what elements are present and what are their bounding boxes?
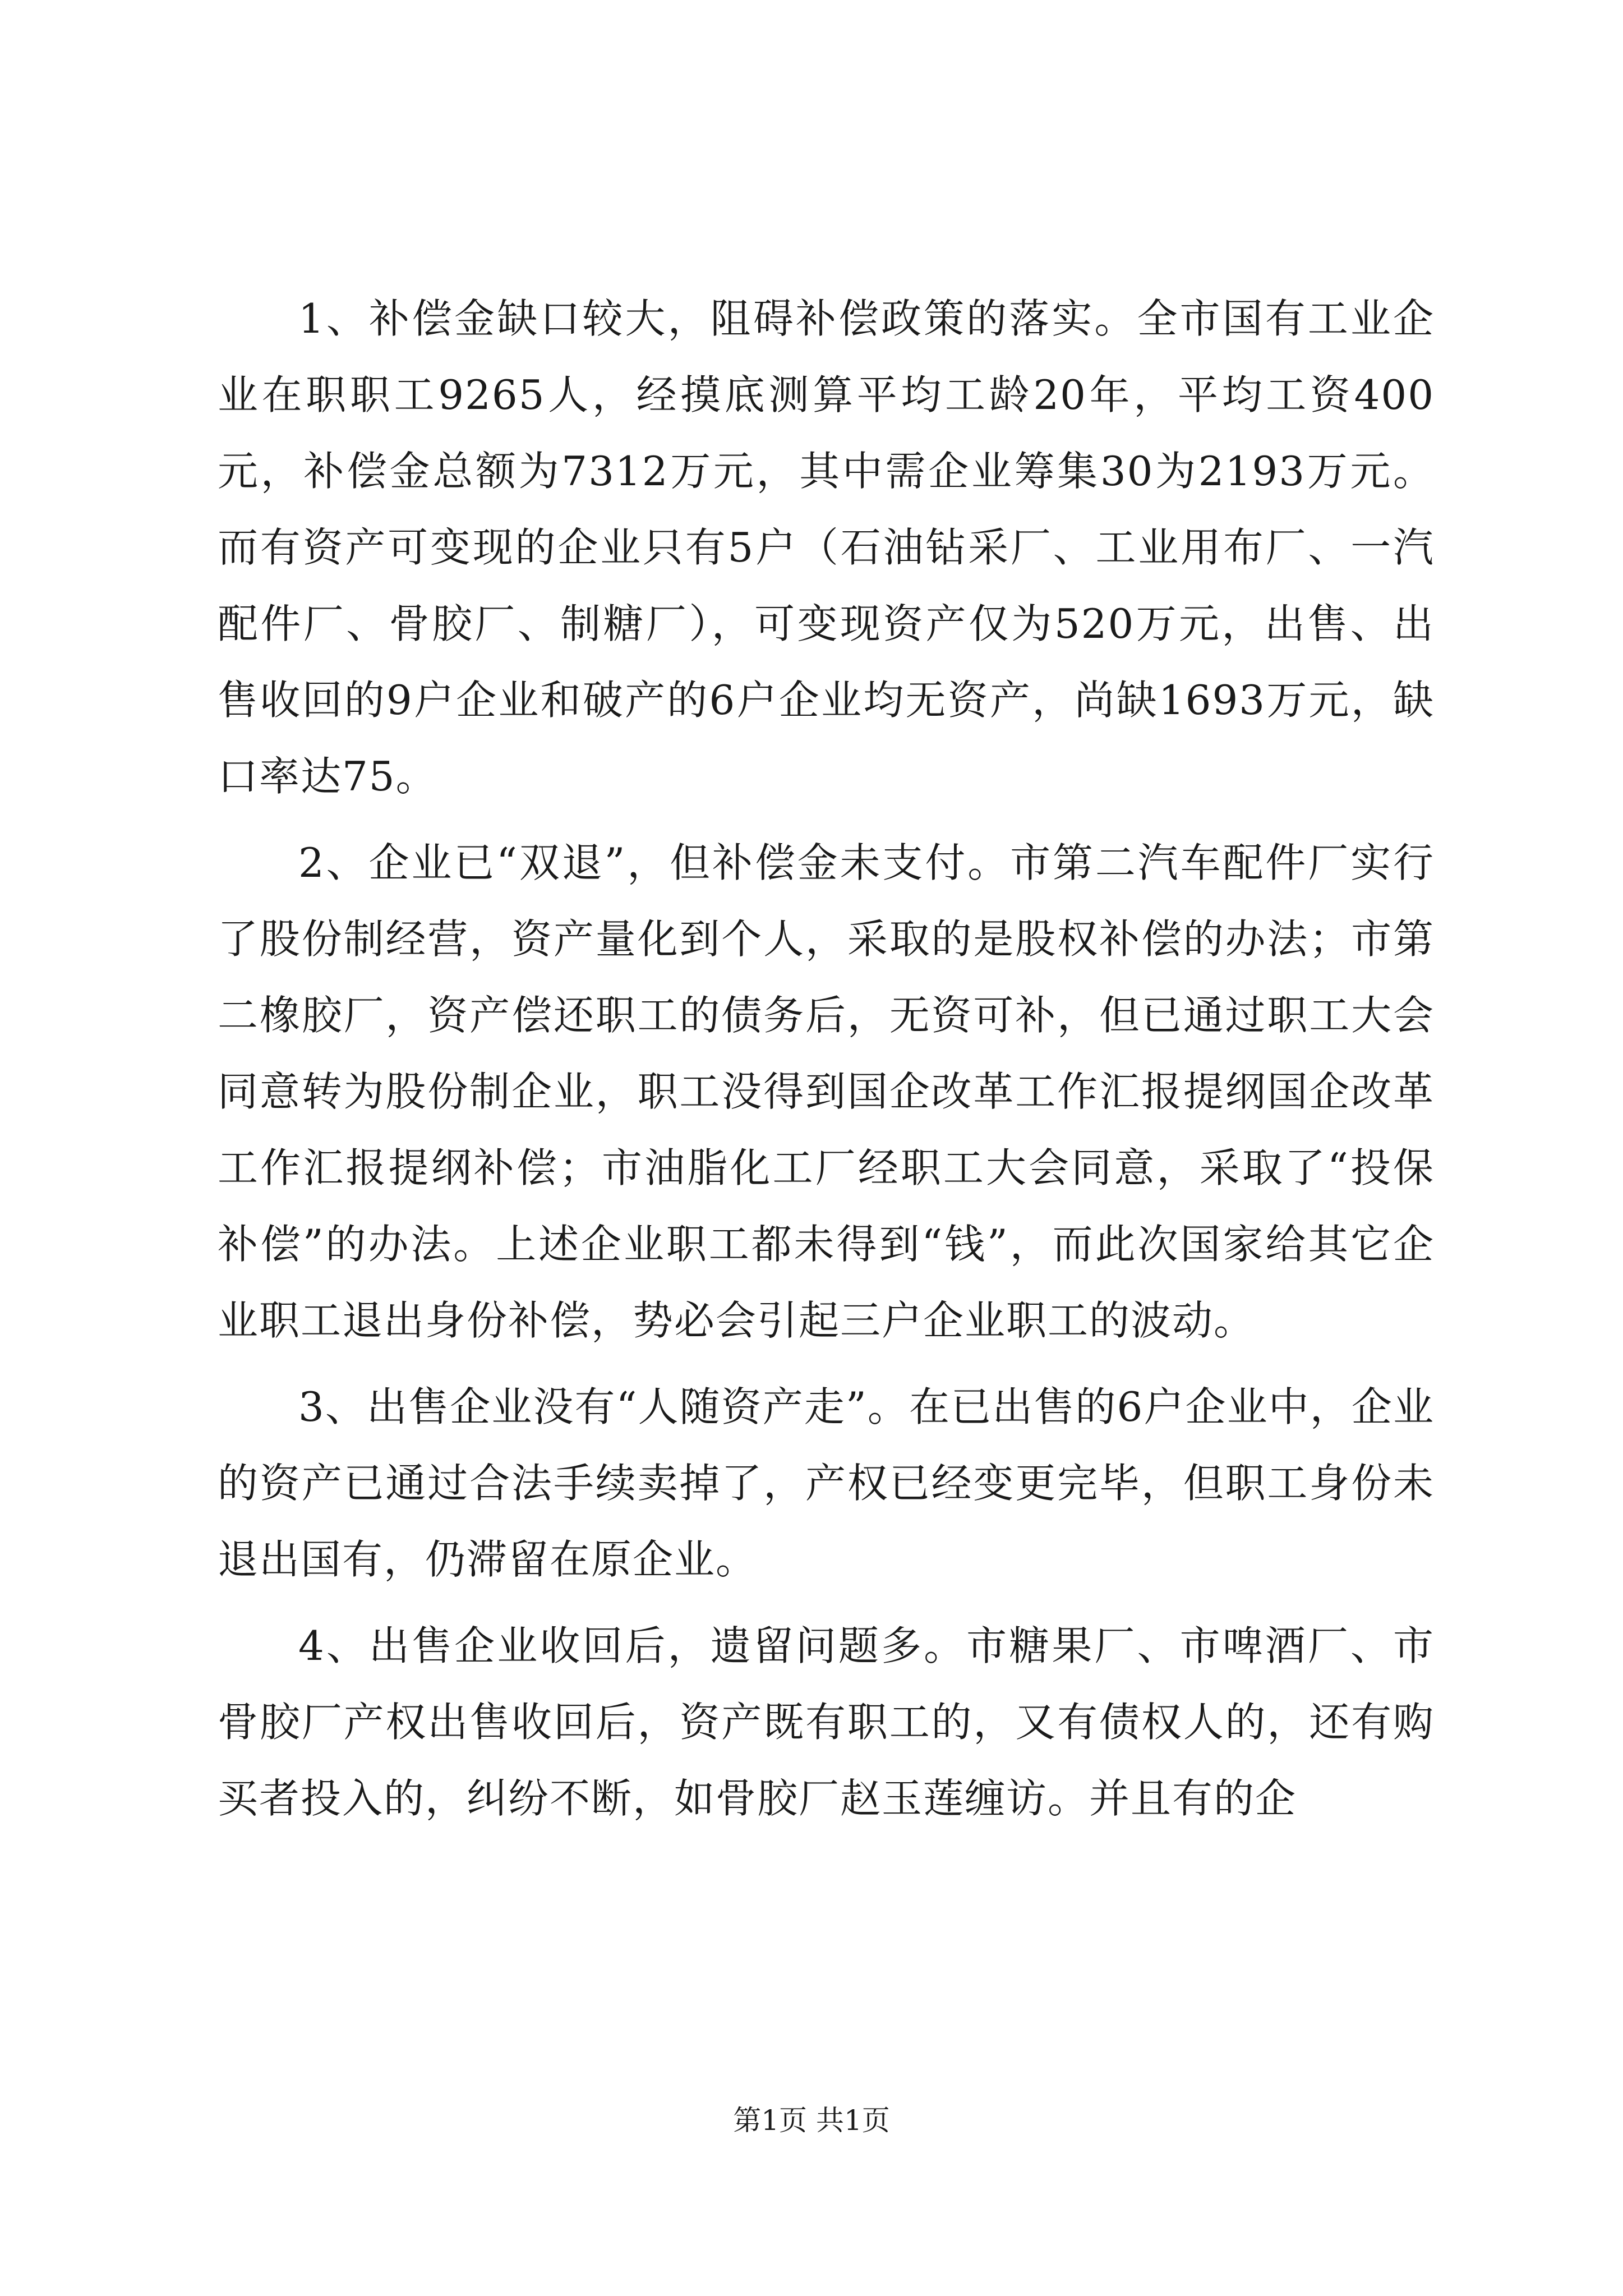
document-body <box>218 280 1435 1847</box>
page-footer: 第1页 共1页 <box>733 2104 890 2137</box>
paragraph-1: 1、补偿金缺口较大，阻碍补偿政策的落实。全市国有工业企业在职职工9265人，经摸底测算平均工龄20年，平均工资400元，补偿金总额为7312万元，其中需企业筹集30为2193万元。而有资产可变现的企业只有5户（石油钻采厂、工业用布厂、一汽配件厂、骨胶厂、制糖厂），可变现资产仅为520万元，出售、出售收回的9户企业和破产的6户企业均无资产，尚缺1693万元，缺口率达75。 <box>218 295 1435 800</box>
paragraph-3: 3、出售企业没有“人随资产走”。在已出售的6户企业中，企业的资产已通过合法手续卖掉了，产权已经变更完毕，但职工身份未退出国有，仍滞留在原企业。 <box>218 1383 1435 1583</box>
paragraph-4: 4、出售企业收回后，遗留问题多。市糖果厂、市啤酒厂、市骨胶厂产权出售收回后，资产既有职工的，又有债权人的，还有购买者投入的，纠纷不断，如骨胶厂赵玉莲缠访。并且有的企 <box>218 1622 1435 1822</box>
paragraph-2: 2、企业已“双退”，但补偿金未支付。市第二汽车配件厂实行了股份制经营，资产量化到个人，采取的是股权补偿的办法；市第二橡胶厂，资产偿还职工的债务后，无资可补，但已通过职工大会同意转为股份制企业，职工没得到国企改革工作汇报提纲国企改革工作汇报提纲补偿；市油脂化工厂经职工大会同意，采取了“投保补偿”的办法。上述企业职工都未得到“钱”，而此次国家给其它企业职工退出身份补偿，势必会引起三户企业职工的波动。 <box>218 839 1435 1344</box>
